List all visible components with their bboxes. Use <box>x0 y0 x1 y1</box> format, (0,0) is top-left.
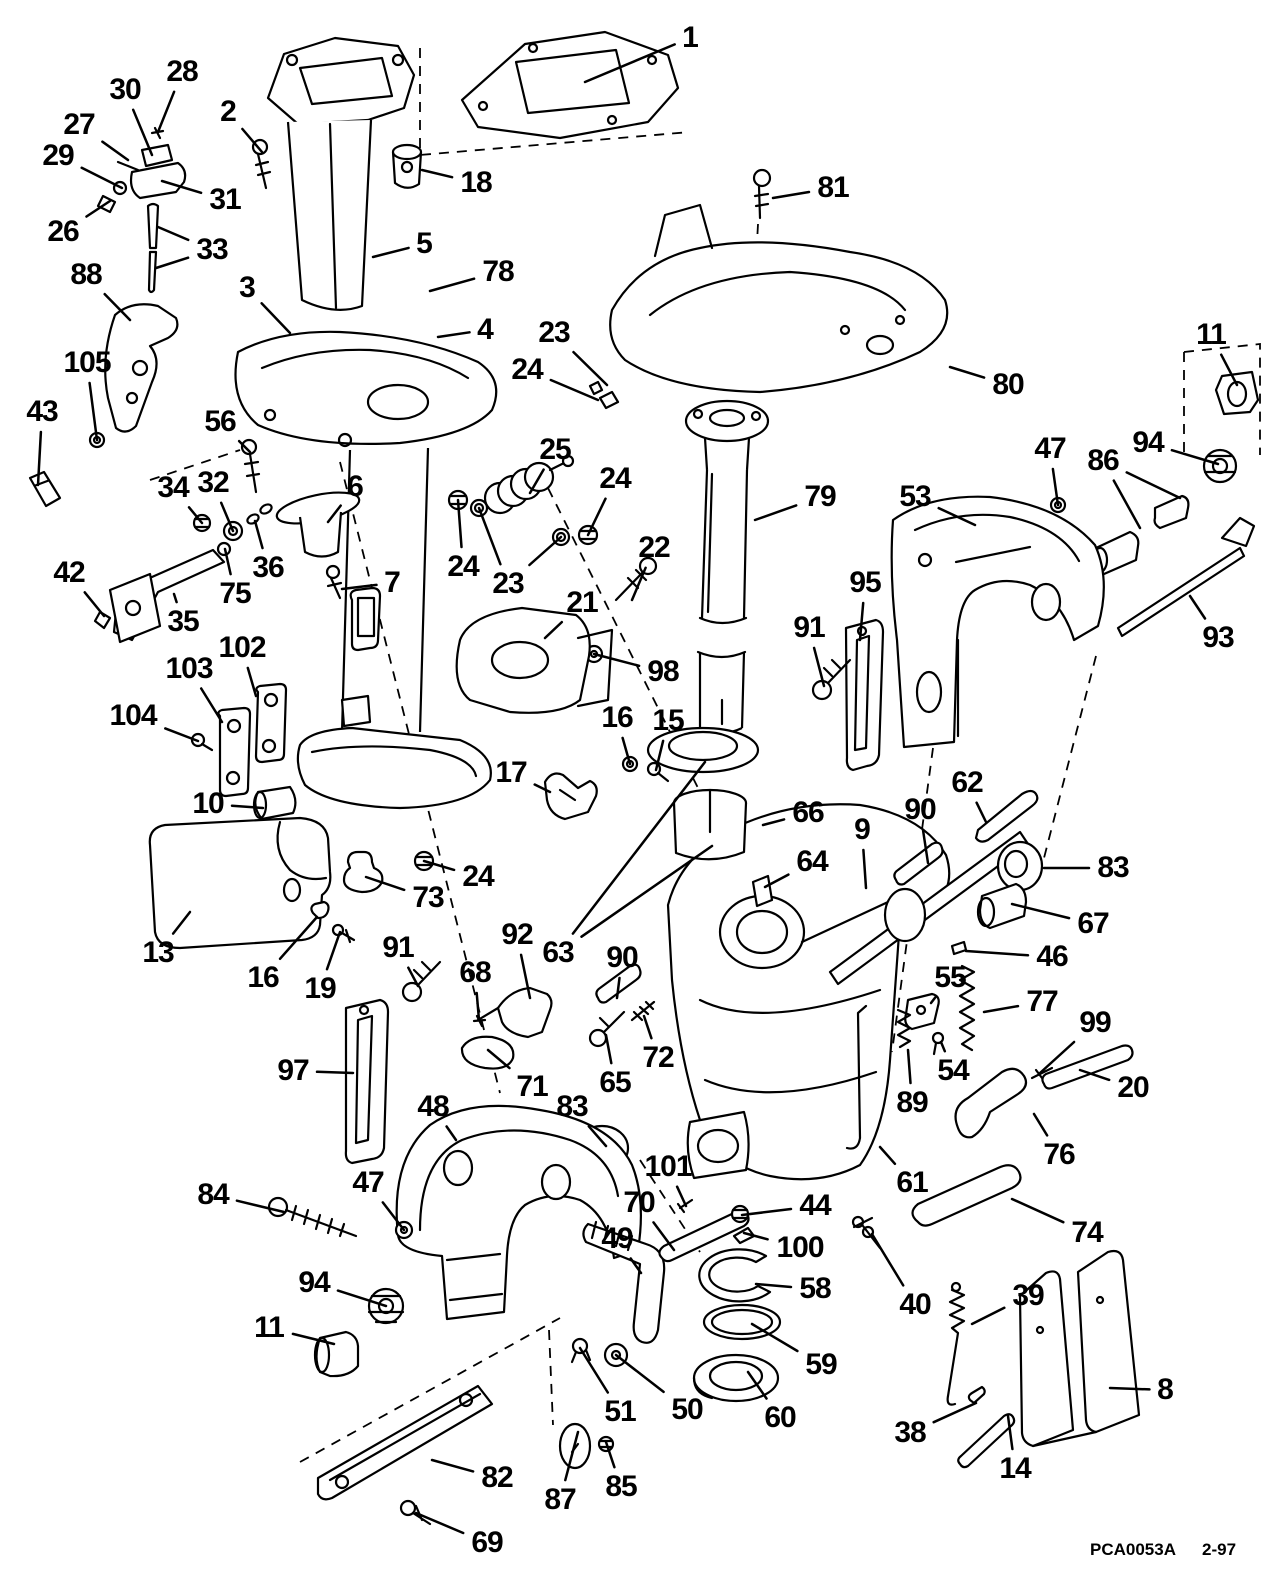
callout-58: 58 <box>799 1272 831 1305</box>
leader-line-23 <box>574 352 608 385</box>
callout-69: 69 <box>471 1526 503 1559</box>
callout-38: 38 <box>894 1416 926 1449</box>
callout-42: 42 <box>53 556 85 589</box>
callout-32: 32 <box>197 466 229 499</box>
leader-line-77 <box>984 1006 1018 1012</box>
callout-23: 23 <box>492 567 524 600</box>
clamp-bracket-left <box>396 1106 641 1319</box>
callout-64: 64 <box>796 845 828 878</box>
leader-line-38 <box>934 1403 976 1422</box>
callout-56: 56 <box>204 405 236 438</box>
lock-spring-cluster <box>948 1283 1014 1467</box>
rear-bracket-cluster <box>545 757 668 819</box>
callout-72: 72 <box>642 1041 674 1074</box>
top-cover <box>610 170 947 392</box>
transom-seal-stack <box>659 1200 780 1401</box>
callout-35: 35 <box>167 605 199 638</box>
leader-line-93 <box>1190 596 1205 619</box>
callout-15: 15 <box>652 704 684 737</box>
callout-76: 76 <box>1043 1138 1075 1171</box>
callout-84: 84 <box>197 1178 229 1211</box>
callout-50: 50 <box>671 1393 703 1426</box>
leader-line-39 <box>972 1308 1004 1324</box>
callout-10: 10 <box>192 787 224 820</box>
callout-30: 30 <box>109 73 141 106</box>
leader-line-91 <box>814 648 824 686</box>
lower-mount-bracket <box>457 608 612 713</box>
leader-line-23 <box>479 508 500 564</box>
anode-plates <box>192 684 286 796</box>
callout-82: 82 <box>481 1461 513 1494</box>
callout-11: 11 <box>254 1311 284 1344</box>
callout-94: 94 <box>1132 426 1164 459</box>
steering-arm-cluster <box>462 988 551 1069</box>
leader-line-97 <box>317 1072 353 1073</box>
leader-line-30 <box>133 110 152 155</box>
leader-line-28 <box>158 92 174 132</box>
callout-3: 3 <box>239 271 255 304</box>
callout-60: 60 <box>764 1401 796 1434</box>
callout-101: 101 <box>644 1150 692 1183</box>
callout-36: 36 <box>252 551 284 584</box>
callout-54: 54 <box>937 1054 969 1087</box>
leader-line-40 <box>872 1234 903 1285</box>
callout-43: 43 <box>26 395 58 428</box>
leader-line-74 <box>1012 1199 1063 1222</box>
callout-104: 104 <box>109 699 157 732</box>
leader-line-19 <box>327 932 340 969</box>
callout-13: 13 <box>142 936 174 969</box>
leader-line-86 <box>1114 481 1140 528</box>
callout-24: 24 <box>447 550 479 583</box>
callout-77: 77 <box>1026 985 1058 1018</box>
leader-line-86 <box>1127 472 1180 498</box>
callout-102: 102 <box>218 631 266 664</box>
callout-71: 71 <box>516 1070 548 1103</box>
callout-83: 83 <box>556 1090 588 1123</box>
callout-4: 4 <box>477 313 493 346</box>
callout-65: 65 <box>599 1066 631 1099</box>
leader-line-81 <box>773 192 809 198</box>
leader-line-3 <box>262 303 290 333</box>
callout-90: 90 <box>904 793 936 826</box>
callout-91: 91 <box>382 931 414 964</box>
front-cover <box>150 818 354 948</box>
fitting-part <box>393 145 421 188</box>
callout-66: 66 <box>792 796 824 829</box>
drawing-code <box>1090 1540 1262 1560</box>
callout-21: 21 <box>566 586 598 619</box>
callout-92: 92 <box>501 918 533 951</box>
callout-88: 88 <box>70 258 102 291</box>
leader-line-44 <box>742 1209 791 1215</box>
leader-line-61 <box>880 1147 895 1164</box>
callout-1: 1 <box>682 21 698 54</box>
swivel-bracket-right <box>892 497 1104 747</box>
tilt-stop-cluster-right <box>1093 372 1258 636</box>
callout-20: 20 <box>1117 1071 1149 1104</box>
leader-line-102 <box>248 668 256 696</box>
callout-19: 19 <box>304 972 336 1005</box>
friction-strip-right <box>846 620 883 770</box>
callout-68: 68 <box>459 956 491 989</box>
leader-line-62 <box>977 803 986 822</box>
friction-strip-left <box>346 1000 388 1163</box>
callout-6: 6 <box>347 470 363 503</box>
leader-line-27 <box>102 142 128 160</box>
callout-86: 86 <box>1087 444 1119 477</box>
callout-80: 80 <box>992 368 1024 401</box>
leader-line-65 <box>606 1035 611 1063</box>
leader-line-89 <box>908 1050 911 1083</box>
callout-97: 97 <box>277 1054 309 1087</box>
leader-line-103 <box>201 689 222 723</box>
callout-33: 33 <box>196 233 228 266</box>
callout-78: 78 <box>482 255 514 288</box>
callout-16: 16 <box>247 961 279 994</box>
leader-line-76 <box>1034 1114 1047 1135</box>
callout-55: 55 <box>934 961 966 994</box>
leader-line-50 <box>616 1355 664 1392</box>
callout-7: 7 <box>384 566 400 599</box>
callout-81: 81 <box>817 171 849 204</box>
callout-70: 70 <box>623 1186 655 1219</box>
callout-83: 83 <box>1097 851 1129 884</box>
leader-line-33 <box>158 227 188 240</box>
leader-line-33 <box>156 258 188 268</box>
callout-31: 31 <box>209 183 241 216</box>
leader-line-69 <box>416 1513 463 1533</box>
tilt-tube <box>686 401 768 733</box>
callout-62: 62 <box>951 766 983 799</box>
leader-line-80 <box>950 367 984 378</box>
leader-line-82 <box>432 1460 473 1471</box>
callout-73: 73 <box>412 881 444 914</box>
callout-24: 24 <box>462 860 494 893</box>
callout-75: 75 <box>219 577 251 610</box>
callout-14: 14 <box>999 1452 1031 1485</box>
callout-61: 61 <box>896 1166 928 1199</box>
callout-67: 67 <box>1077 907 1109 940</box>
callout-94: 94 <box>298 1266 330 1299</box>
callout-27: 27 <box>63 108 95 141</box>
callout-51: 51 <box>604 1395 636 1428</box>
callout-91: 91 <box>793 611 825 644</box>
callout-24: 24 <box>599 462 631 495</box>
callout-85: 85 <box>605 1470 637 1503</box>
callout-16: 16 <box>601 701 633 734</box>
callout-47: 47 <box>1034 432 1066 465</box>
leader-line-36 <box>255 521 263 548</box>
callout-24: 24 <box>511 353 543 386</box>
callout-11: 11 <box>1196 318 1226 351</box>
callout-9: 9 <box>854 813 870 846</box>
callout-23: 23 <box>538 316 570 349</box>
gasket-part <box>462 32 678 138</box>
bolt-part <box>253 140 270 188</box>
callout-63: 63 <box>542 936 574 969</box>
leader-line-79 <box>755 505 796 520</box>
leader-line-5 <box>373 248 409 257</box>
callout-28: 28 <box>166 55 198 88</box>
callout-26: 26 <box>47 215 79 248</box>
callout-17: 17 <box>495 756 527 789</box>
callout-87: 87 <box>544 1483 576 1516</box>
callout-40: 40 <box>899 1288 931 1321</box>
callout-22: 22 <box>638 531 670 564</box>
leader-line-18 <box>422 170 452 177</box>
leader-line-104 <box>165 728 198 741</box>
leader-line-72 <box>644 1016 651 1038</box>
callout-44: 44 <box>799 1189 831 1222</box>
callout-34: 34 <box>157 471 189 504</box>
leader-line-54 <box>941 1042 945 1051</box>
leader-line-4 <box>438 332 470 337</box>
callout-89: 89 <box>896 1086 928 1119</box>
leader-line-23 <box>529 537 561 565</box>
leader-line-105 <box>90 383 97 440</box>
leader-line-46 <box>966 951 1028 955</box>
callout-47: 47 <box>352 1166 384 1199</box>
callout-100: 100 <box>776 1231 824 1264</box>
leader-line-8 <box>1110 1388 1150 1389</box>
callout-18: 18 <box>460 166 492 199</box>
callout-59: 59 <box>805 1348 837 1381</box>
leader-line-29 <box>82 168 122 188</box>
leader-line-35 <box>174 594 177 602</box>
callout-90: 90 <box>606 941 638 974</box>
callout-39: 39 <box>1012 1279 1044 1312</box>
callout-49: 49 <box>601 1222 633 1255</box>
callout-103: 103 <box>165 652 213 685</box>
motor-mount <box>274 487 362 598</box>
drawing-code-text: PCA0053A <box>1090 1540 1176 1559</box>
callout-79: 79 <box>804 480 836 513</box>
callout-74: 74 <box>1071 1216 1103 1249</box>
callout-29: 29 <box>42 139 74 172</box>
callout-48: 48 <box>417 1090 449 1123</box>
callout-46: 46 <box>1036 940 1068 973</box>
callout-99: 99 <box>1079 1006 1111 1039</box>
callout-8: 8 <box>1157 1373 1173 1406</box>
callout-93: 93 <box>1202 621 1234 654</box>
clamp-cluster <box>30 128 185 506</box>
callout-98: 98 <box>647 655 679 688</box>
callout-5: 5 <box>416 227 432 260</box>
callout-105: 105 <box>63 346 111 379</box>
leader-line-42 <box>85 592 104 616</box>
date-code-text: 2-97 <box>1202 1540 1237 1559</box>
upper-exhaust-housing <box>268 38 414 310</box>
callout-95: 95 <box>849 566 881 599</box>
leader-line-24 <box>588 499 606 535</box>
callout-2: 2 <box>220 95 236 128</box>
callout-53: 53 <box>899 480 931 513</box>
callout-25: 25 <box>539 433 571 466</box>
leader-line-78 <box>430 279 474 291</box>
leader-line-51 <box>580 1348 608 1393</box>
